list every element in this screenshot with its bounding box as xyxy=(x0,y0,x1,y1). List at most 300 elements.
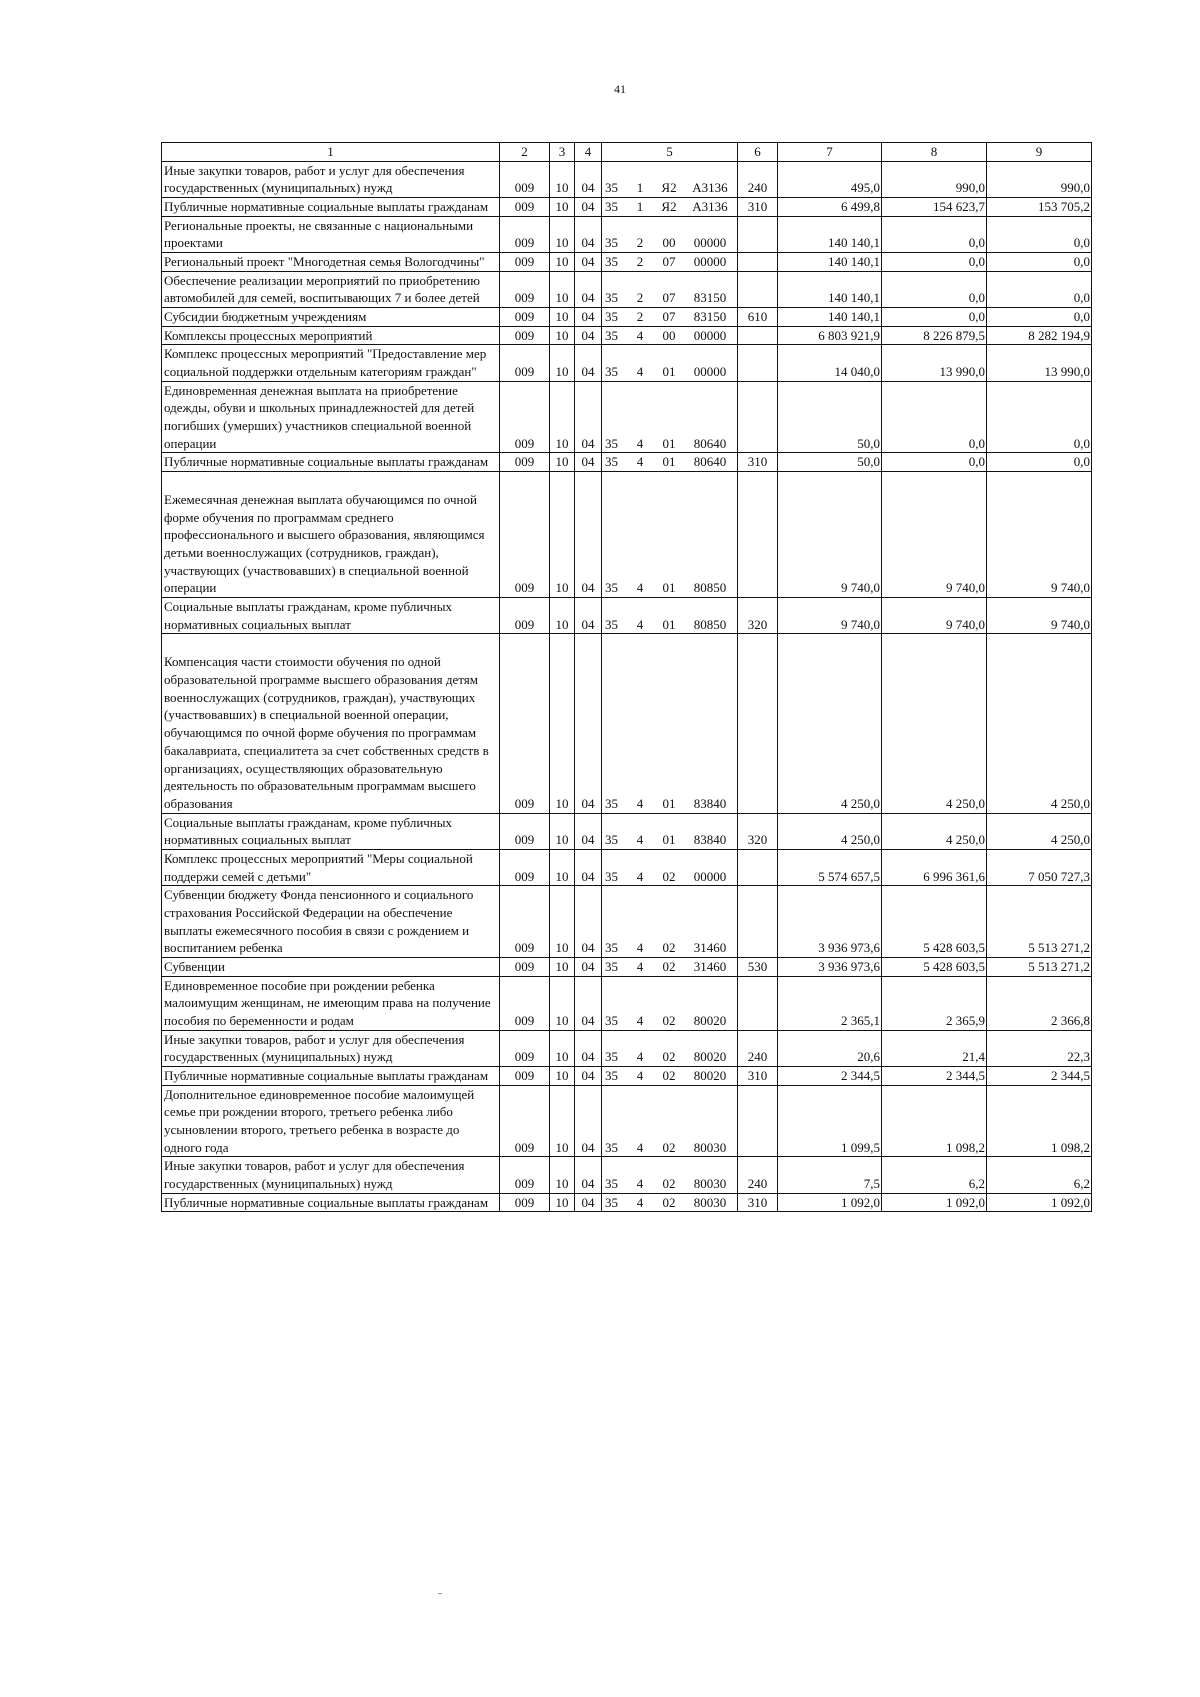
target-event-part: 01 xyxy=(662,435,676,451)
cell-subsection: 04 xyxy=(575,1157,602,1193)
target-direction-part: 83150 xyxy=(693,290,727,306)
header-cell-8: 8 xyxy=(882,143,987,162)
cell-section: 10 xyxy=(550,1157,575,1193)
table-row xyxy=(162,216,1092,252)
row-name: Иные закупки товаров, работ и услуг для обеспечения государственных (муниципальных) нужд xyxy=(162,161,500,197)
cell-expense-type xyxy=(738,472,778,598)
cell-amount-2026: 0,0 xyxy=(987,308,1092,327)
cell-admin-code: 009 xyxy=(500,308,550,327)
row-name: Социальные выплаты гражданам, кроме публичных нормативных социальных выплат xyxy=(162,598,500,634)
target-program-part: 35 xyxy=(605,327,618,343)
cell-amount-2026: 1 092,0 xyxy=(987,1193,1092,1212)
table-row xyxy=(162,271,1092,307)
cell-admin-code: 009 xyxy=(500,381,550,453)
target-subprogram-part: 4 xyxy=(636,1175,644,1191)
cell-amount-2025: 1 098,2 xyxy=(882,1085,987,1157)
cell-amount-2024: 50,0 xyxy=(778,453,882,472)
cell-section: 10 xyxy=(550,598,575,634)
cell-amount-2024: 50,0 xyxy=(778,381,882,453)
target-subprogram-part: 4 xyxy=(636,364,644,380)
target-event-part: 02 xyxy=(662,1175,676,1191)
target-subprogram-part: 1 xyxy=(636,199,644,215)
cell-expense-type: 320 xyxy=(738,598,778,634)
cell-section: 10 xyxy=(550,957,575,976)
cell-section: 10 xyxy=(550,1085,575,1157)
row-name: Публичные нормативные социальные выплаты гражданам xyxy=(162,1066,500,1085)
cell-admin-code: 009 xyxy=(500,1030,550,1066)
cell-target-article xyxy=(602,253,738,272)
target-subprogram-part: 2 xyxy=(636,290,644,306)
header-cell-7: 7 xyxy=(778,143,882,162)
target-direction-part: 83840 xyxy=(693,795,727,811)
table-body xyxy=(162,161,1092,1212)
cell-expense-type xyxy=(738,381,778,453)
cell-amount-2026: 13 990,0 xyxy=(987,345,1092,381)
cell-amount-2024: 2 344,5 xyxy=(778,1066,882,1085)
target-program-part: 35 xyxy=(605,1012,618,1028)
cell-section: 10 xyxy=(550,308,575,327)
target-program-part: 35 xyxy=(605,1139,618,1155)
target-direction-part: 80020 xyxy=(693,1012,727,1028)
cell-subsection: 04 xyxy=(575,1193,602,1212)
cell-target-article xyxy=(602,472,738,598)
cell-target-article xyxy=(602,598,738,634)
cell-amount-2025: 0,0 xyxy=(882,253,987,272)
target-event-part: 02 xyxy=(662,940,676,956)
cell-amount-2025: 1 092,0 xyxy=(882,1193,987,1212)
cell-amount-2026: 4 250,0 xyxy=(987,634,1092,813)
cell-amount-2026: 5 513 271,2 xyxy=(987,886,1092,958)
cell-expense-type: 320 xyxy=(738,813,778,849)
cell-section: 10 xyxy=(550,326,575,345)
cell-subsection: 04 xyxy=(575,381,602,453)
cell-expense-type xyxy=(738,271,778,307)
target-event-part: Я2 xyxy=(661,180,677,196)
target-program-part: 35 xyxy=(605,868,618,884)
target-program-part: 35 xyxy=(605,795,618,811)
target-event-part: 07 xyxy=(662,309,676,325)
row-name: Единовременная денежная выплата на приобретение одежды, обуви и школьных принадлежностей для детей погибших (умерших) участников специальной военной операции xyxy=(162,381,500,453)
target-direction-part: 31460 xyxy=(693,958,727,974)
cell-section: 10 xyxy=(550,634,575,813)
cell-target-article xyxy=(602,326,738,345)
target-program-part: 35 xyxy=(605,454,618,470)
cell-section: 10 xyxy=(550,813,575,849)
cell-expense-type: 310 xyxy=(738,453,778,472)
cell-admin-code: 009 xyxy=(500,1085,550,1157)
cell-subsection: 04 xyxy=(575,216,602,252)
target-direction-part: 80640 xyxy=(693,435,727,451)
target-program-part: 35 xyxy=(605,364,618,380)
target-program-part: 35 xyxy=(605,309,618,325)
cell-subsection: 04 xyxy=(575,161,602,197)
table-row xyxy=(162,1193,1092,1212)
cell-expense-type xyxy=(738,216,778,252)
cell-target-article xyxy=(602,634,738,813)
cell-amount-2025: 9 740,0 xyxy=(882,472,987,598)
cell-section: 10 xyxy=(550,472,575,598)
cell-amount-2025: 2 365,9 xyxy=(882,976,987,1030)
target-program-part: 35 xyxy=(605,580,618,596)
target-direction-part: 00000 xyxy=(693,254,727,270)
cell-target-article xyxy=(602,976,738,1030)
target-program-part: 35 xyxy=(605,1194,618,1210)
row-name: Ежемесячная денежная выплата обучающимся по очной форме обучения по программам среднего профессионального и высшего образования, являющимся детьми военнослужащих (сотрудников, граждан), участвующих (участвовавших) в специальной военной операции xyxy=(162,472,500,598)
cell-admin-code: 009 xyxy=(500,957,550,976)
cell-amount-2026: 2 344,5 xyxy=(987,1066,1092,1085)
row-name: Компенсация части стоимости обучения по одной образовательной программе высшего образования детям военнослужащих (сотрудников, граждан), участвующих (участвовавших) в специальной военной операции, обучающимся по очной форме обучения по программам бакалавриата, специалитета за счет собственных средств в организациях, осуществляющих образовательную деятельность по образовательным программам высшего образования xyxy=(162,634,500,813)
cell-amount-2026: 153 705,2 xyxy=(987,198,1092,217)
cell-section: 10 xyxy=(550,216,575,252)
cell-expense-type xyxy=(738,326,778,345)
header-cell-9: 9 xyxy=(987,143,1092,162)
target-direction-part: 00000 xyxy=(693,364,727,380)
target-direction-part: 80020 xyxy=(693,1067,727,1083)
cell-target-article xyxy=(602,957,738,976)
table-row xyxy=(162,253,1092,272)
target-event-part: 00 xyxy=(662,235,676,251)
cell-amount-2026: 9 740,0 xyxy=(987,472,1092,598)
cell-subsection: 04 xyxy=(575,1066,602,1085)
cell-subsection: 04 xyxy=(575,886,602,958)
target-event-part: 02 xyxy=(662,1012,676,1028)
target-direction-part: А3136 xyxy=(692,180,728,196)
cell-amount-2026: 6,2 xyxy=(987,1157,1092,1193)
cell-target-article xyxy=(602,1030,738,1066)
cell-section: 10 xyxy=(550,849,575,885)
cell-section: 10 xyxy=(550,1193,575,1212)
target-subprogram-part: 2 xyxy=(636,235,644,251)
target-event-part: 01 xyxy=(662,616,676,632)
target-subprogram-part: 4 xyxy=(636,958,644,974)
target-direction-part: 00000 xyxy=(693,868,727,884)
target-program-part: 35 xyxy=(605,254,618,270)
target-direction-part: 80850 xyxy=(693,580,727,596)
cell-amount-2025: 5 428 603,5 xyxy=(882,886,987,958)
cell-amount-2025: 0,0 xyxy=(882,453,987,472)
cell-expense-type xyxy=(738,849,778,885)
cell-amount-2024: 1 099,5 xyxy=(778,1085,882,1157)
cell-amount-2026: 5 513 271,2 xyxy=(987,957,1092,976)
target-event-part: 02 xyxy=(662,1067,676,1083)
table-row xyxy=(162,381,1092,453)
cell-section: 10 xyxy=(550,1066,575,1085)
target-program-part: 35 xyxy=(605,235,618,251)
header-cell-3: 3 xyxy=(550,143,575,162)
target-subprogram-part: 4 xyxy=(636,435,644,451)
target-program-part: 35 xyxy=(605,180,618,196)
cell-amount-2026: 9 740,0 xyxy=(987,598,1092,634)
row-name: Социальные выплаты гражданам, кроме публичных нормативных социальных выплат xyxy=(162,813,500,849)
target-direction-part: 00000 xyxy=(693,235,727,251)
target-subprogram-part: 4 xyxy=(636,868,644,884)
target-subprogram-part: 2 xyxy=(636,309,644,325)
cell-amount-2025: 5 428 603,5 xyxy=(882,957,987,976)
row-name: Публичные нормативные социальные выплаты гражданам xyxy=(162,198,500,217)
cell-amount-2025: 0,0 xyxy=(882,271,987,307)
cell-amount-2025: 4 250,0 xyxy=(882,634,987,813)
cell-subsection: 04 xyxy=(575,253,602,272)
cell-section: 10 xyxy=(550,198,575,217)
cell-target-article xyxy=(602,1157,738,1193)
header-cell-1: 1 xyxy=(162,143,500,162)
row-name: Региональные проекты, не связанные с национальными проектами xyxy=(162,216,500,252)
target-program-part: 35 xyxy=(605,958,618,974)
cell-amount-2026: 0,0 xyxy=(987,253,1092,272)
target-subprogram-part: 4 xyxy=(636,1049,644,1065)
target-direction-part: 80030 xyxy=(693,1175,727,1191)
target-subprogram-part: 4 xyxy=(636,1194,644,1210)
cell-expense-type xyxy=(738,886,778,958)
target-event-part: 07 xyxy=(662,254,676,270)
page-number: 41 xyxy=(614,82,626,96)
row-name: Иные закупки товаров, работ и услуг для обеспечения государственных (муниципальных) нужд xyxy=(162,1157,500,1193)
cell-subsection: 04 xyxy=(575,453,602,472)
cell-amount-2024: 140 140,1 xyxy=(778,308,882,327)
target-program-part: 35 xyxy=(605,435,618,451)
cell-admin-code: 009 xyxy=(500,634,550,813)
cell-amount-2024: 3 936 973,6 xyxy=(778,886,882,958)
target-program-part: 35 xyxy=(605,199,618,215)
cell-section: 10 xyxy=(550,161,575,197)
cell-subsection: 04 xyxy=(575,634,602,813)
cell-target-article xyxy=(602,345,738,381)
header-row xyxy=(162,143,1092,162)
cell-subsection: 04 xyxy=(575,598,602,634)
cell-amount-2025: 21,4 xyxy=(882,1030,987,1066)
table-row xyxy=(162,976,1092,1030)
table-row xyxy=(162,957,1092,976)
target-program-part: 35 xyxy=(605,1175,618,1191)
target-direction-part: 80030 xyxy=(693,1139,727,1155)
table-row xyxy=(162,161,1092,197)
target-direction-part: 00000 xyxy=(693,327,727,343)
cell-section: 10 xyxy=(550,886,575,958)
cell-amount-2026: 0,0 xyxy=(987,271,1092,307)
row-name: Комплекс процессных мероприятий "Меры социальной поддержи семей с детьми" xyxy=(162,849,500,885)
cell-target-article xyxy=(602,849,738,885)
target-subprogram-part: 4 xyxy=(636,795,644,811)
row-name: Публичные нормативные социальные выплаты гражданам xyxy=(162,1193,500,1212)
target-subprogram-part: 4 xyxy=(636,327,644,343)
cell-expense-type: 240 xyxy=(738,161,778,197)
cell-amount-2026: 1 098,2 xyxy=(987,1085,1092,1157)
cell-admin-code: 009 xyxy=(500,886,550,958)
target-subprogram-part: 4 xyxy=(636,832,644,848)
table-row xyxy=(162,472,1092,598)
cell-admin-code: 009 xyxy=(500,813,550,849)
cell-target-article xyxy=(602,381,738,453)
cell-section: 10 xyxy=(550,1030,575,1066)
cell-subsection: 04 xyxy=(575,271,602,307)
target-event-part: 02 xyxy=(662,868,676,884)
target-program-part: 35 xyxy=(605,832,618,848)
row-name: Единовременное пособие при рождении ребенка малоимущим женщинам, не имеющим права на получение пособия по беременности и родам xyxy=(162,976,500,1030)
cell-amount-2025: 9 740,0 xyxy=(882,598,987,634)
cell-amount-2024: 9 740,0 xyxy=(778,472,882,598)
cell-subsection: 04 xyxy=(575,849,602,885)
cell-expense-type: 310 xyxy=(738,198,778,217)
cell-amount-2024: 1 092,0 xyxy=(778,1193,882,1212)
target-event-part: 00 xyxy=(662,327,676,343)
cell-expense-type xyxy=(738,1085,778,1157)
target-event-part: 01 xyxy=(662,364,676,380)
row-name: Обеспечение реализации мероприятий по приобретению автомобилей для семей, воспитывающих 7 и более детей xyxy=(162,271,500,307)
cell-subsection: 04 xyxy=(575,308,602,327)
cell-amount-2024: 140 140,1 xyxy=(778,216,882,252)
cell-expense-type: 240 xyxy=(738,1157,778,1193)
cell-amount-2026: 990,0 xyxy=(987,161,1092,197)
cell-admin-code: 009 xyxy=(500,216,550,252)
cell-amount-2025: 13 990,0 xyxy=(882,345,987,381)
cell-admin-code: 009 xyxy=(500,472,550,598)
target-subprogram-part: 4 xyxy=(636,1067,644,1083)
row-name: Субвенции бюджету Фонда пенсионного и социального страхования Российской Федерации на обеспечение выплаты ежемесячного пособия в связи с рождением и воспитанием ребенка xyxy=(162,886,500,958)
cell-target-article xyxy=(602,216,738,252)
cell-amount-2024: 140 140,1 xyxy=(778,253,882,272)
header-cell-4: 4 xyxy=(575,143,602,162)
table-row xyxy=(162,308,1092,327)
table-row xyxy=(162,198,1092,217)
row-name: Иные закупки товаров, работ и услуг для обеспечения государственных (муниципальных) нужд xyxy=(162,1030,500,1066)
cell-amount-2025: 154 623,7 xyxy=(882,198,987,217)
cell-expense-type: 240 xyxy=(738,1030,778,1066)
cell-amount-2024: 6 803 921,9 xyxy=(778,326,882,345)
target-subprogram-part: 4 xyxy=(636,1012,644,1028)
target-subprogram-part: 2 xyxy=(636,254,644,270)
cell-subsection: 04 xyxy=(575,345,602,381)
row-name: Комплекс процессных мероприятий "Предоставление мер социальной поддержки отдельным категориям граждан" xyxy=(162,345,500,381)
cell-admin-code: 009 xyxy=(500,161,550,197)
target-event-part: Я2 xyxy=(661,199,677,215)
cell-expense-type: 310 xyxy=(738,1193,778,1212)
cell-amount-2024: 6 499,8 xyxy=(778,198,882,217)
target-event-part: 01 xyxy=(662,832,676,848)
table-row xyxy=(162,849,1092,885)
budget-table xyxy=(161,142,1092,1212)
scan-speck xyxy=(438,1593,442,1594)
target-subprogram-part: 4 xyxy=(636,454,644,470)
table-row xyxy=(162,813,1092,849)
target-program-part: 35 xyxy=(605,290,618,306)
target-direction-part: 80030 xyxy=(693,1194,727,1210)
cell-amount-2026: 8 282 194,9 xyxy=(987,326,1092,345)
cell-expense-type: 530 xyxy=(738,957,778,976)
cell-target-article xyxy=(602,453,738,472)
target-event-part: 02 xyxy=(662,1139,676,1155)
target-event-part: 01 xyxy=(662,454,676,470)
target-program-part: 35 xyxy=(605,1049,618,1065)
target-subprogram-part: 1 xyxy=(636,180,644,196)
cell-section: 10 xyxy=(550,976,575,1030)
cell-amount-2025: 0,0 xyxy=(882,381,987,453)
cell-subsection: 04 xyxy=(575,1085,602,1157)
target-direction-part: 83150 xyxy=(693,309,727,325)
cell-admin-code: 009 xyxy=(500,1066,550,1085)
table-row xyxy=(162,634,1092,813)
cell-expense-type: 310 xyxy=(738,1066,778,1085)
cell-admin-code: 009 xyxy=(500,976,550,1030)
cell-target-article xyxy=(602,886,738,958)
cell-amount-2024: 140 140,1 xyxy=(778,271,882,307)
target-direction-part: 83840 xyxy=(693,832,727,848)
cell-target-article xyxy=(602,813,738,849)
cell-admin-code: 009 xyxy=(500,345,550,381)
cell-amount-2024: 9 740,0 xyxy=(778,598,882,634)
cell-target-article xyxy=(602,1066,738,1085)
cell-admin-code: 009 xyxy=(500,453,550,472)
row-name: Комплексы процессных мероприятий xyxy=(162,326,500,345)
target-direction-part: 80640 xyxy=(693,454,727,470)
cell-subsection: 04 xyxy=(575,957,602,976)
cell-amount-2026: 0,0 xyxy=(987,453,1092,472)
cell-amount-2026: 0,0 xyxy=(987,216,1092,252)
cell-expense-type xyxy=(738,976,778,1030)
table-row xyxy=(162,886,1092,958)
cell-admin-code: 009 xyxy=(500,849,550,885)
cell-admin-code: 009 xyxy=(500,326,550,345)
cell-amount-2024: 20,6 xyxy=(778,1030,882,1066)
row-name: Субвенции xyxy=(162,957,500,976)
row-name: Дополнительное единовременное пособие малоимущей семье при рождении второго, третьего ребенка либо усыновлении второго, третьего ребенка в возрасте до одного года xyxy=(162,1085,500,1157)
cell-admin-code: 009 xyxy=(500,598,550,634)
cell-amount-2024: 7,5 xyxy=(778,1157,882,1193)
cell-amount-2024: 4 250,0 xyxy=(778,813,882,849)
cell-target-article xyxy=(602,1193,738,1212)
cell-amount-2025: 2 344,5 xyxy=(882,1066,987,1085)
target-subprogram-part: 4 xyxy=(636,1139,644,1155)
table-row xyxy=(162,453,1092,472)
cell-section: 10 xyxy=(550,381,575,453)
cell-admin-code: 009 xyxy=(500,271,550,307)
target-program-part: 35 xyxy=(605,940,618,956)
target-event-part: 02 xyxy=(662,1194,676,1210)
cell-amount-2026: 4 250,0 xyxy=(987,813,1092,849)
table-row xyxy=(162,598,1092,634)
cell-target-article xyxy=(602,271,738,307)
cell-section: 10 xyxy=(550,253,575,272)
row-name: Региональный проект "Многодетная семья Вологодчины" xyxy=(162,253,500,272)
cell-section: 10 xyxy=(550,453,575,472)
cell-amount-2025: 4 250,0 xyxy=(882,813,987,849)
cell-amount-2026: 0,0 xyxy=(987,381,1092,453)
target-subprogram-part: 4 xyxy=(636,580,644,596)
target-event-part: 02 xyxy=(662,1049,676,1065)
cell-amount-2024: 495,0 xyxy=(778,161,882,197)
cell-amount-2026: 2 366,8 xyxy=(987,976,1092,1030)
cell-expense-type: 610 xyxy=(738,308,778,327)
table-row xyxy=(162,326,1092,345)
header-cell-5: 5 xyxy=(602,143,738,162)
cell-subsection: 04 xyxy=(575,472,602,598)
cell-target-article xyxy=(602,308,738,327)
target-direction-part: 80850 xyxy=(693,616,727,632)
table-row xyxy=(162,1085,1092,1157)
cell-amount-2024: 4 250,0 xyxy=(778,634,882,813)
cell-admin-code: 009 xyxy=(500,253,550,272)
target-event-part: 07 xyxy=(662,290,676,306)
table-row xyxy=(162,1030,1092,1066)
cell-amount-2024: 2 365,1 xyxy=(778,976,882,1030)
cell-amount-2024: 14 040,0 xyxy=(778,345,882,381)
target-event-part: 01 xyxy=(662,795,676,811)
cell-amount-2024: 3 936 973,6 xyxy=(778,957,882,976)
row-name: Субсидии бюджетным учреждениям xyxy=(162,308,500,327)
cell-expense-type xyxy=(738,634,778,813)
cell-amount-2025: 6,2 xyxy=(882,1157,987,1193)
target-direction-part: 31460 xyxy=(693,940,727,956)
cell-amount-2025: 990,0 xyxy=(882,161,987,197)
